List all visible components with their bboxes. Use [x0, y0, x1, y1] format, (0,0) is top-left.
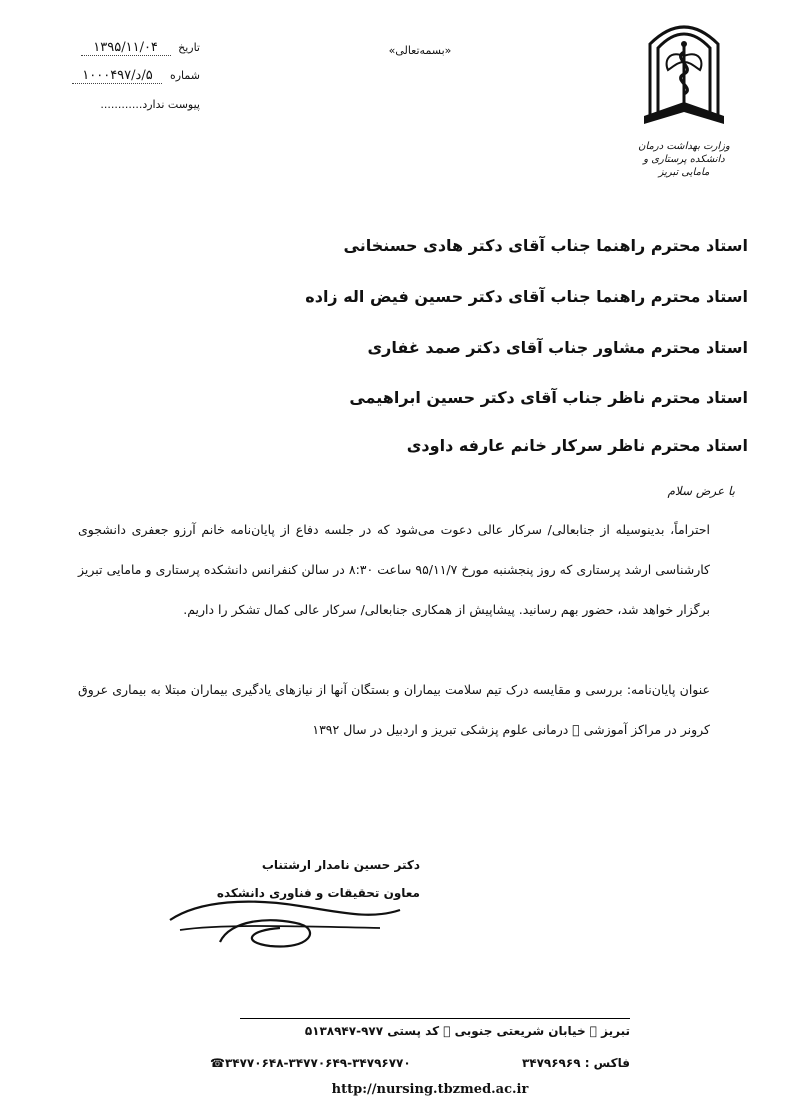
date-label: تاریخ — [178, 41, 200, 54]
greeting: با عرض سلام — [667, 484, 735, 498]
body-paragraph-invitation: احتراماً، بدینوسیله از جنابعالی/ سرکار عالی دعوت می‌شود که در جلسه دفاع از پایان‌نامه خانم آرزو جعفری دانشجوی کارشناسی ارشد پرستاری که روز پنجشنبه مورخ ۹۵/۱۱/۷ ساعت ۸:۳۰ در سالن کنفرانس دانشکده پرستاری و مامایی تبریز برگزار خواهد شد، حضور بهم رسانید. پیشاپیش از همکاری جنابعالی/ سرکار عالی کمال تشکر را داریم. — [78, 522, 711, 617]
attachment-label: پیوست ندارد............ — [100, 98, 200, 111]
number-row — [60, 68, 200, 84]
handwritten-signature — [160, 880, 420, 960]
signatory-name: دکتر حسین نامدار ارشتناب — [261, 858, 420, 872]
emblem-icon — [628, 16, 740, 136]
signatory-title: معاون تحقیقات و فناوری دانشکده — [216, 886, 420, 900]
addressee-2: استاد محترم راهنما جناب آقای دکتر حسین فیض اله زاده — [305, 287, 748, 306]
university-logo — [628, 16, 740, 181]
body-paragraph-thesis-title: عنوان پایان‌نامه: بررسی و مقایسه درک تیم سلامت بیماران و بستگان آنها از نیازهای یادگیری بیماران مبتلا به بیماری عروق کرونر در مراکز آموزشی   درمانی علوم پزشکی تبریز و اردبیل در سال ۱۳۹۲ — [78, 682, 710, 737]
addressee-3: استاد محترم مشاور جناب آقای دکتر صمد غفاری — [367, 338, 748, 357]
footer-address: تبریز   خیابان شریعتی جنوبی   کد پستی ۹۷۷-۵۱۳۸۹۴۷ — [304, 1024, 630, 1038]
logo-caption-ministry: وزارت بهداشت درمان — [638, 141, 730, 152]
footer-fax: فاکس : ۳۴۷۹۶۹۶۹ — [521, 1056, 630, 1070]
addressee-5: استاد محترم ناظر سرکار خانم عارفه داودی — [406, 436, 748, 455]
addressee-4: استاد محترم ناظر جناب آقای دکتر حسین ابراهیمی — [349, 388, 748, 407]
number-value: ۵/د/۱۰۰۰۴۹۷ — [72, 68, 162, 84]
date-value: ۱۳۹۵/۱۱/۰۴ — [81, 40, 171, 56]
footer-divider — [240, 1018, 630, 1019]
attachment-row — [60, 98, 200, 111]
date-row — [60, 40, 200, 56]
logo-caption-faculty: دانشکده پرستاری و مامایی تبریز — [643, 154, 725, 178]
footer-phones: ☎۳۴۷۷۰۶۴۸-۳۴۷۷۰۶۴۹-۳۴۷۹۶۷۷۰ — [210, 1056, 411, 1070]
number-label: شماره — [169, 69, 200, 82]
addressee-1: استاد محترم راهنما جناب آقای دکتر هادی حسنخانی — [343, 236, 748, 255]
bismillah-heading: «بسمه‌تعالی» — [388, 44, 452, 57]
footer-website-link[interactable]: http://nursing.tbzmed.ac.ir — [331, 1082, 529, 1097]
